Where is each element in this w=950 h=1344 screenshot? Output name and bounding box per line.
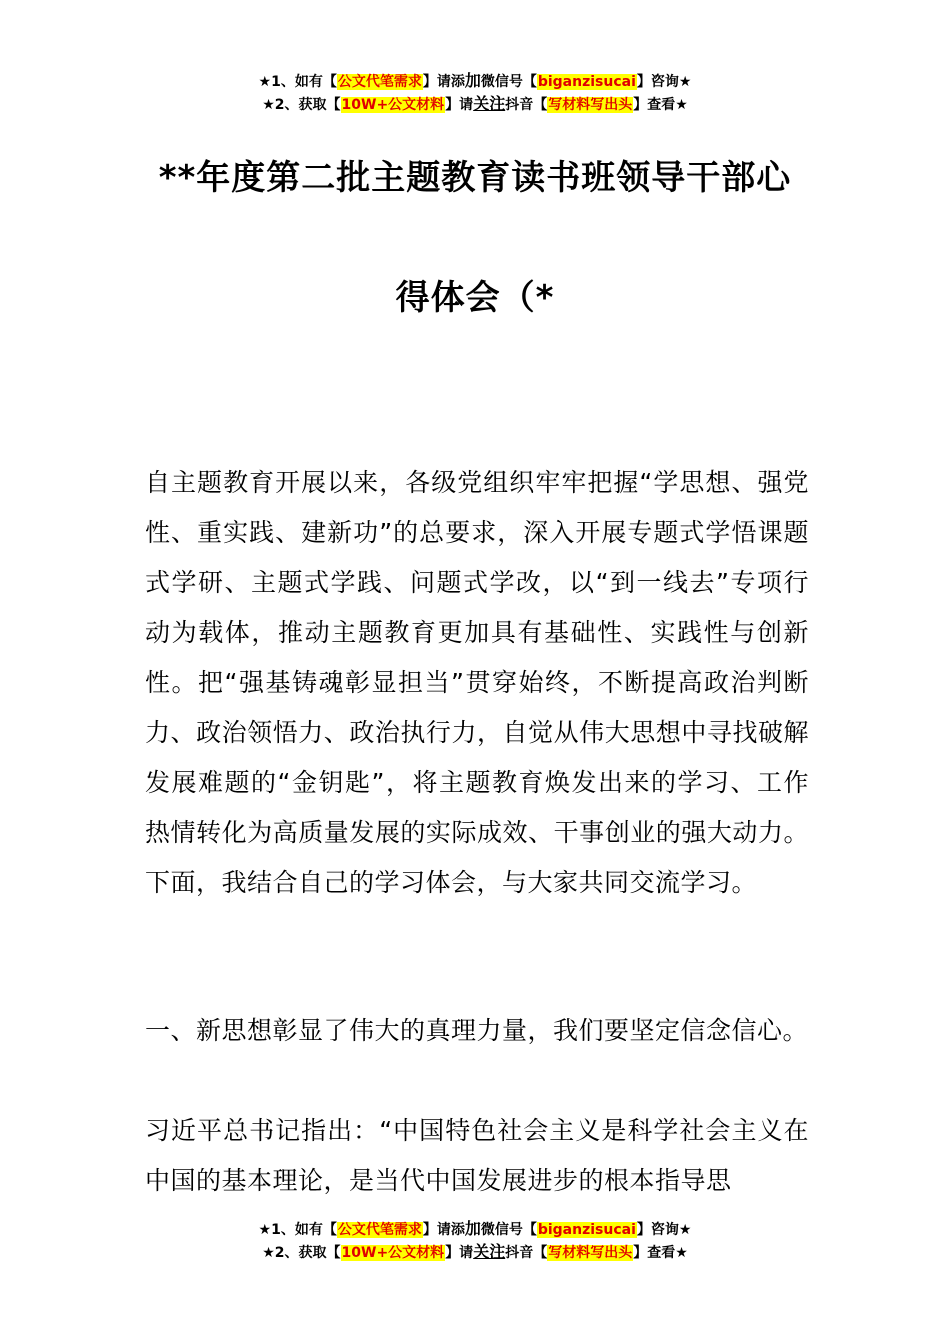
promo-text: 】咨询★ [636,1222,692,1238]
promo-text: 加 [464,71,481,90]
promo-text: 微信号【 [480,1222,537,1238]
promo-text: 抖音【 [505,97,548,113]
bottom-promo-banner [0,1218,950,1264]
promo-highlight: biganzisucai [537,74,636,90]
promo-text: 】请添 [422,1222,465,1238]
promo-line-1 [0,70,950,93]
promo-line-2 [0,1241,950,1264]
promo-text: 】查看★ [633,1245,688,1261]
section-heading: 一、新思想彰显了伟大的真理力量，我们要坚定信念信心。 [145,1016,809,1045]
top-promo-banner [0,70,950,116]
promo-text: 关注 [473,94,506,113]
promo-highlight: 10W+公文材料 [341,97,445,113]
promo-text: 】请 [445,97,474,113]
promo-highlight: 公文代笔需求 [337,74,422,90]
promo-text: 加 [464,1219,481,1238]
promo-highlight: 10W+公文材料 [341,1245,445,1261]
promo-text: 】查看★ [633,97,688,113]
promo-highlight: biganzisucai [537,1222,636,1238]
promo-line-1 [0,1218,950,1241]
promo-text: ★2、获取【 [262,1245,341,1261]
promo-highlight: 公文代笔需求 [337,1222,422,1238]
body-paragraph: 习近平总书记指出：“中国特色社会主义是科学社会主义在中国的基本理论，是当代中国发展进步的根本指导思 [145,1116,809,1195]
document-title-line-2: 得体会（* [395,278,555,318]
promo-highlight: 写材料写出头 [548,1245,633,1261]
promo-text: ★1、如有【 [258,74,337,90]
promo-text: 关注 [473,1242,506,1261]
promo-text: 】咨询★ [636,74,692,90]
promo-highlight: 写材料写出头 [548,97,633,113]
promo-text: 抖音【 [505,1245,548,1261]
promo-text: 】请添 [422,74,465,90]
promo-text: 】请 [445,1245,474,1261]
promo-text: ★1、如有【 [258,1222,337,1238]
promo-line-2 [0,93,950,116]
body-paragraph: 自主题教育开展以来，各级党组织牢牢把握“学思想、强党性、重实践、建新功”的总要求，深入开展专题式学悟课题式学研、主题式学践、问题式学改，以“到一线去”专项行动为载体，推动主题教育更加具有基础性、实践性与创新性。把“强基铸魂彰显担当”贯穿始终，不断提高政治判断力、政治领悟力、政治执行力，自觉从伟大思想中寻找破解发展难题的“金钥匙”，将主题教育焕发出来的学习、工作热情转化为高质量发展的实际成效、干事创业的强大动力。下面，我结合自己的学习体会，与大家共同交流学习。 [145,468,809,897]
document-title-line-1: **年度第二批主题教育读书班领导干部心 [158,158,792,198]
promo-text: ★2、获取【 [262,97,341,113]
promo-text: 微信号【 [480,74,537,90]
